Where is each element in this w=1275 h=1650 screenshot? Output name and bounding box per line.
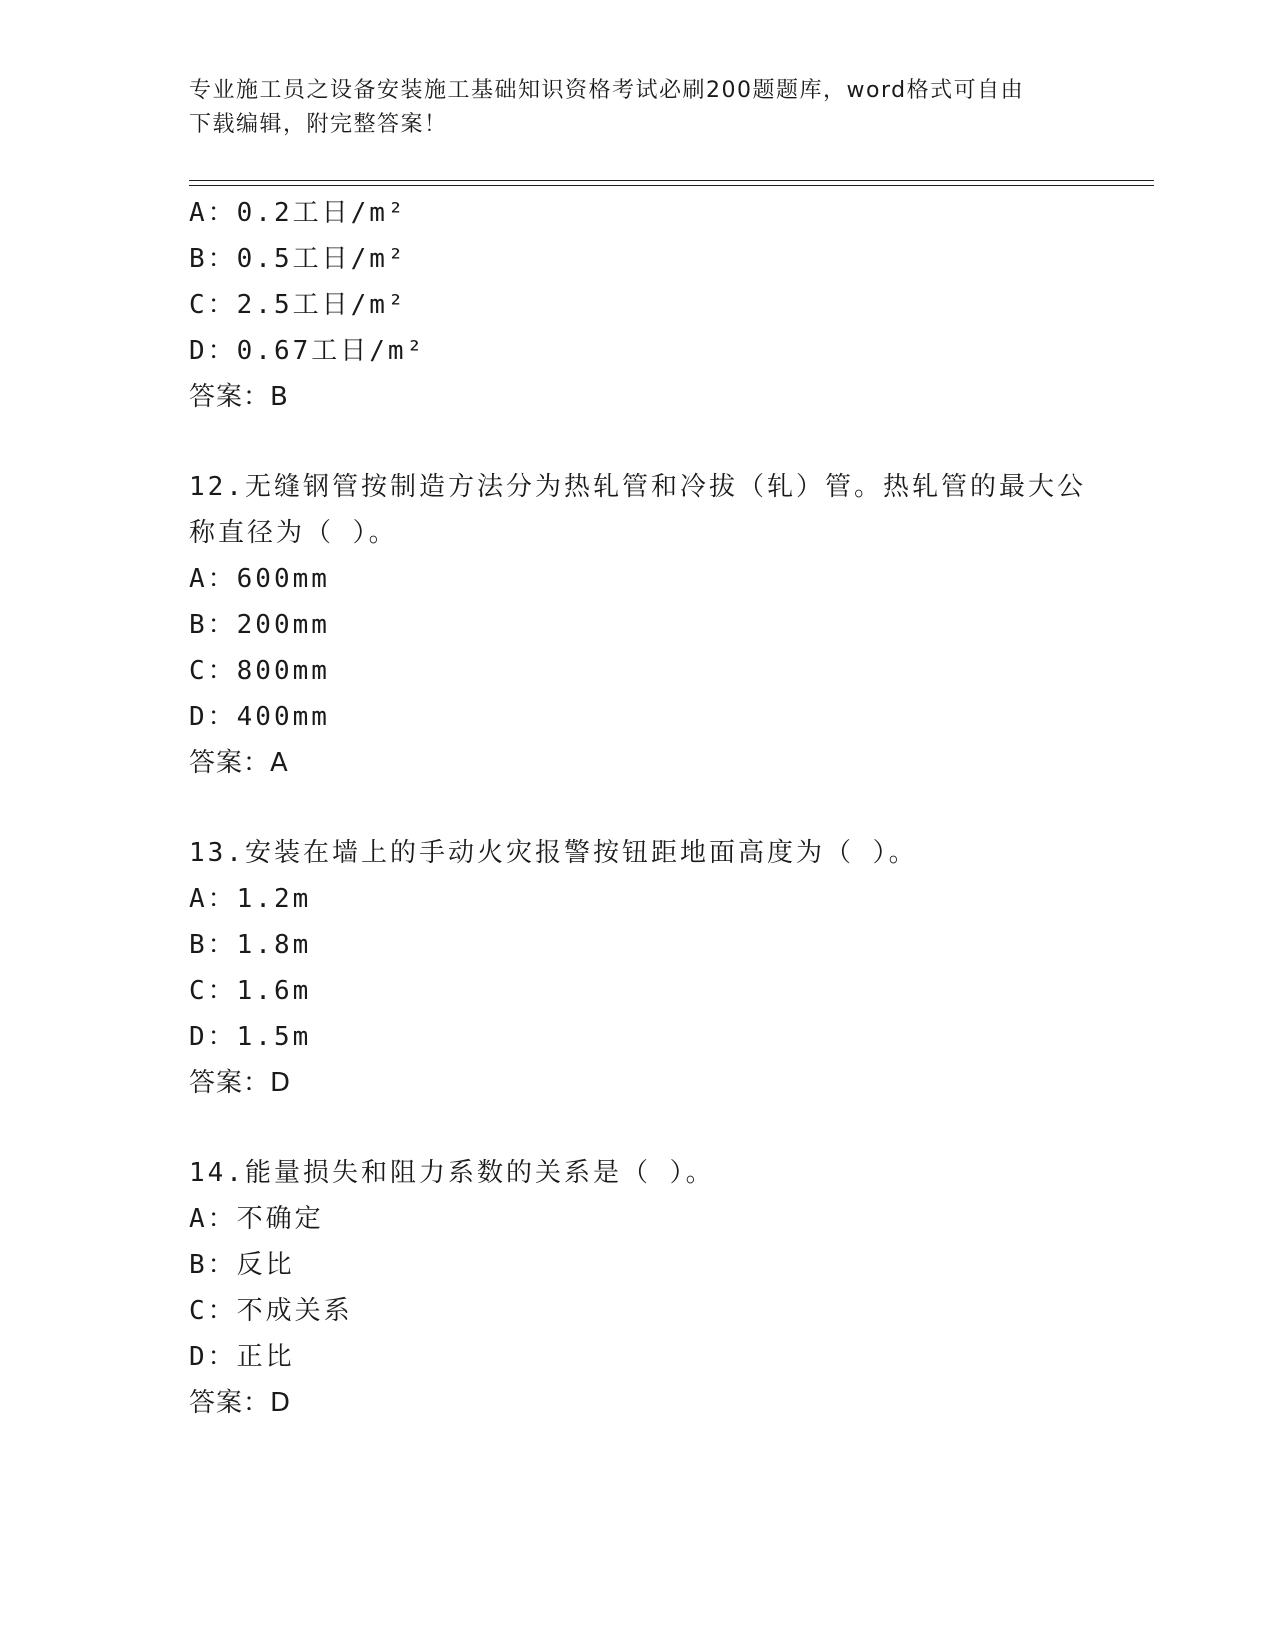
answer: 答案：D: [189, 1068, 292, 1098]
option-b: B：200mm: [189, 610, 330, 640]
answer: 答案：A: [189, 748, 289, 778]
document-header: [189, 74, 1089, 142]
option-b: B：1.8m: [189, 930, 312, 960]
option-a: A：0.2工日/m²: [189, 198, 407, 228]
question-stem: 13.安装在墙上的手动火灾报警按钮距地面高度为（ ）。: [189, 838, 918, 868]
option-c: C：不成关系: [189, 1296, 353, 1326]
header-rule-bottom: [189, 185, 1154, 186]
option-d: D：400mm: [189, 702, 330, 732]
header-line-2: 下载编辑，附完整答案！: [189, 112, 448, 137]
spacer: [189, 420, 1109, 464]
option-b: B：反比: [189, 1250, 295, 1280]
answer: 答案：D: [189, 1388, 292, 1418]
option-d: D：正比: [189, 1342, 295, 1372]
option-a: A：1.2m: [189, 884, 312, 914]
header-rule-top: [189, 180, 1154, 181]
question-14: [189, 1150, 1109, 1426]
question-12: [189, 464, 1109, 786]
header-line-1: 专业施工员之设备安装施工基础知识资格考试必刷200题题库，word格式可自由: [189, 78, 1025, 103]
question-11: [189, 190, 1109, 420]
option-d: D：1.5m: [189, 1022, 312, 1052]
spacer: [189, 786, 1109, 830]
spacer: [189, 1106, 1109, 1150]
option-c: C：1.6m: [189, 976, 312, 1006]
question-13: [189, 830, 1109, 1106]
option-d: D：0.67工日/m²: [189, 336, 426, 366]
option-a: A：不确定: [189, 1204, 324, 1234]
option-c: C：800mm: [189, 656, 330, 686]
option-c: C：2.5工日/m²: [189, 290, 407, 320]
question-stem-line-2: 称直径为（ ）。: [189, 518, 398, 548]
option-a: A：600mm: [189, 564, 330, 594]
question-list: [189, 190, 1109, 1426]
question-stem: 14.能量损失和阻力系数的关系是（ ）。: [189, 1158, 715, 1188]
option-b: B：0.5工日/m²: [189, 244, 407, 274]
question-stem-line-1: 12.无缝钢管按制造方法分为热轧管和冷拔（轧）管。热轧管的最大公: [189, 472, 1086, 502]
answer: 答案：B: [189, 382, 289, 412]
